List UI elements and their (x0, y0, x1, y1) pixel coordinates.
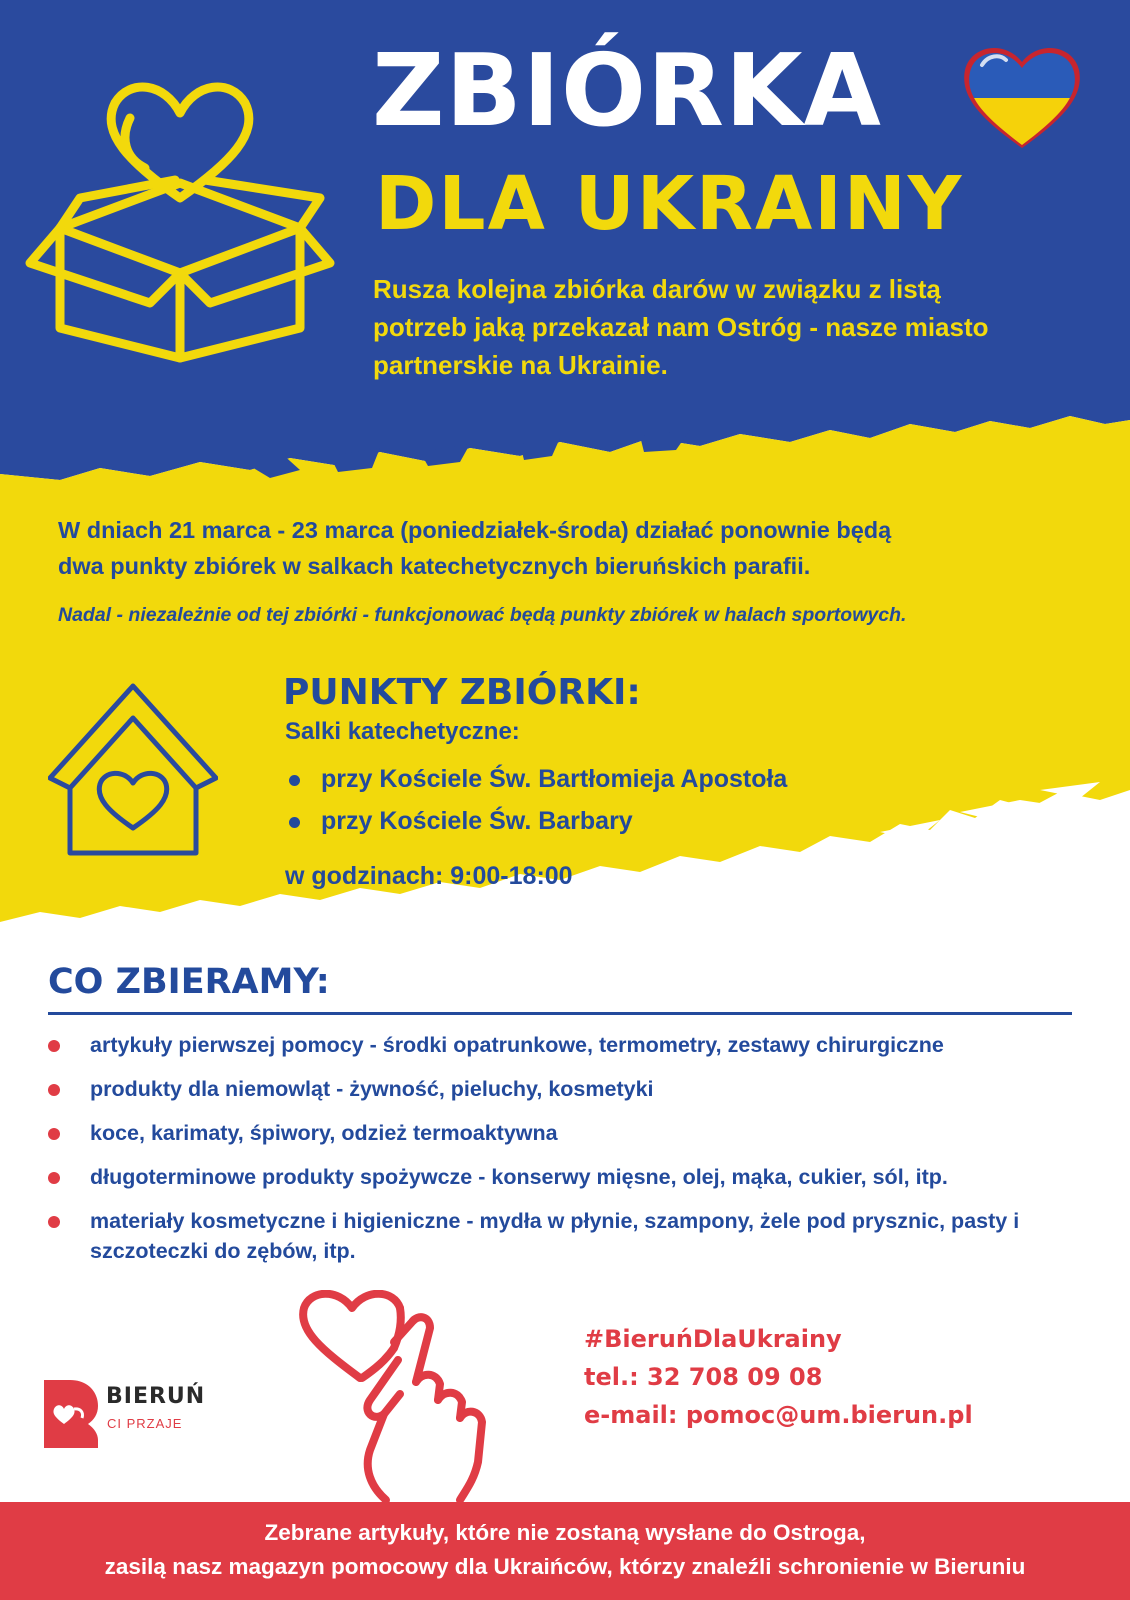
collect-list (44, 1030, 1080, 1280)
box-heart-icon (20, 58, 340, 378)
list-item: artykuły pierwszej pomocy - środki opatrunkowe, termometry, zestawy chirurgiczne (44, 1030, 1080, 1060)
logo-tagline: CI PRZAJE (107, 1416, 183, 1431)
intro-line: partnerskie na Ukrainie. (373, 350, 668, 380)
hashtag: #BieruńDlaUkrainy (584, 1325, 842, 1353)
ukraine-heart-icon (960, 40, 1085, 155)
finger-heart-icon (290, 1290, 530, 1505)
footer-line: zasilą nasz magazyn pomocowy dla Ukraińców, którzy znaleźli schronienie w Bieruniu (104, 1554, 1026, 1579)
title-line-2: DLA UKRAINY (375, 161, 964, 247)
list-item: długoterminowe produkty spożywcze - konserwy mięsne, olej, mąka, cukier, sól, itp. (44, 1162, 1080, 1192)
list-item: przy Kościele Św. Bartłomieja Apostoła (285, 758, 787, 800)
footer-text (0, 1516, 1130, 1584)
intro-text (373, 270, 1073, 384)
dates-text (58, 512, 891, 584)
intro-line: potrzeb jaką przekazał nam Ostróg - nasze miasto (373, 312, 989, 342)
house-heart-icon (48, 678, 218, 858)
list-item: materiały kosmetyczne i higieniczne - mydła w płynie, szampony, żele pod prysznic, pasty i szczoteczki do zębów, itp. (44, 1206, 1080, 1266)
divider (48, 1012, 1072, 1015)
list-item: koce, karimaty, śpiwory, odzież termoaktywna (44, 1118, 1080, 1148)
list-item: produkty dla niemowląt - żywność, pieluchy, kosmetyki (44, 1074, 1080, 1104)
title-line-1: ZBIÓRKA (372, 32, 882, 149)
logo-name: BIERUŃ (106, 1384, 206, 1409)
sports-halls-note: Nadal - niezależnie od tej zbiórki - funkcjonować będą punkty zbiórek w halach sportowych. (58, 604, 907, 626)
points-subtitle: Salki katechetyczne: (285, 718, 520, 745)
bierun-logo (42, 1378, 100, 1450)
collect-title: CO ZBIERAMY: (48, 962, 330, 1002)
list-item: przy Kościele Św. Barbary (285, 800, 787, 842)
dates-line: W dniach 21 marca - 23 marca (poniedziałek-środa) działać ponownie będą (58, 517, 892, 543)
dates-line: dwa punkty zbiórek w salkach katechetycznych bieruńskich parafii. (58, 553, 811, 579)
points-title: PUNKTY ZBIÓRKI: (283, 672, 641, 713)
phone-number[interactable]: tel.: 32 708 09 08 (584, 1363, 823, 1391)
intro-line: Rusza kolejna zbiórka darów w związku z listą (373, 274, 941, 304)
footer-line: Zebrane artykuły, które nie zostaną wysłane do Ostroga, (264, 1520, 866, 1545)
email-address[interactable]: e-mail: pomoc@um.bierun.pl (584, 1401, 973, 1429)
opening-hours: w godzinach: 9:00-18:00 (285, 862, 573, 890)
points-list (285, 758, 787, 842)
